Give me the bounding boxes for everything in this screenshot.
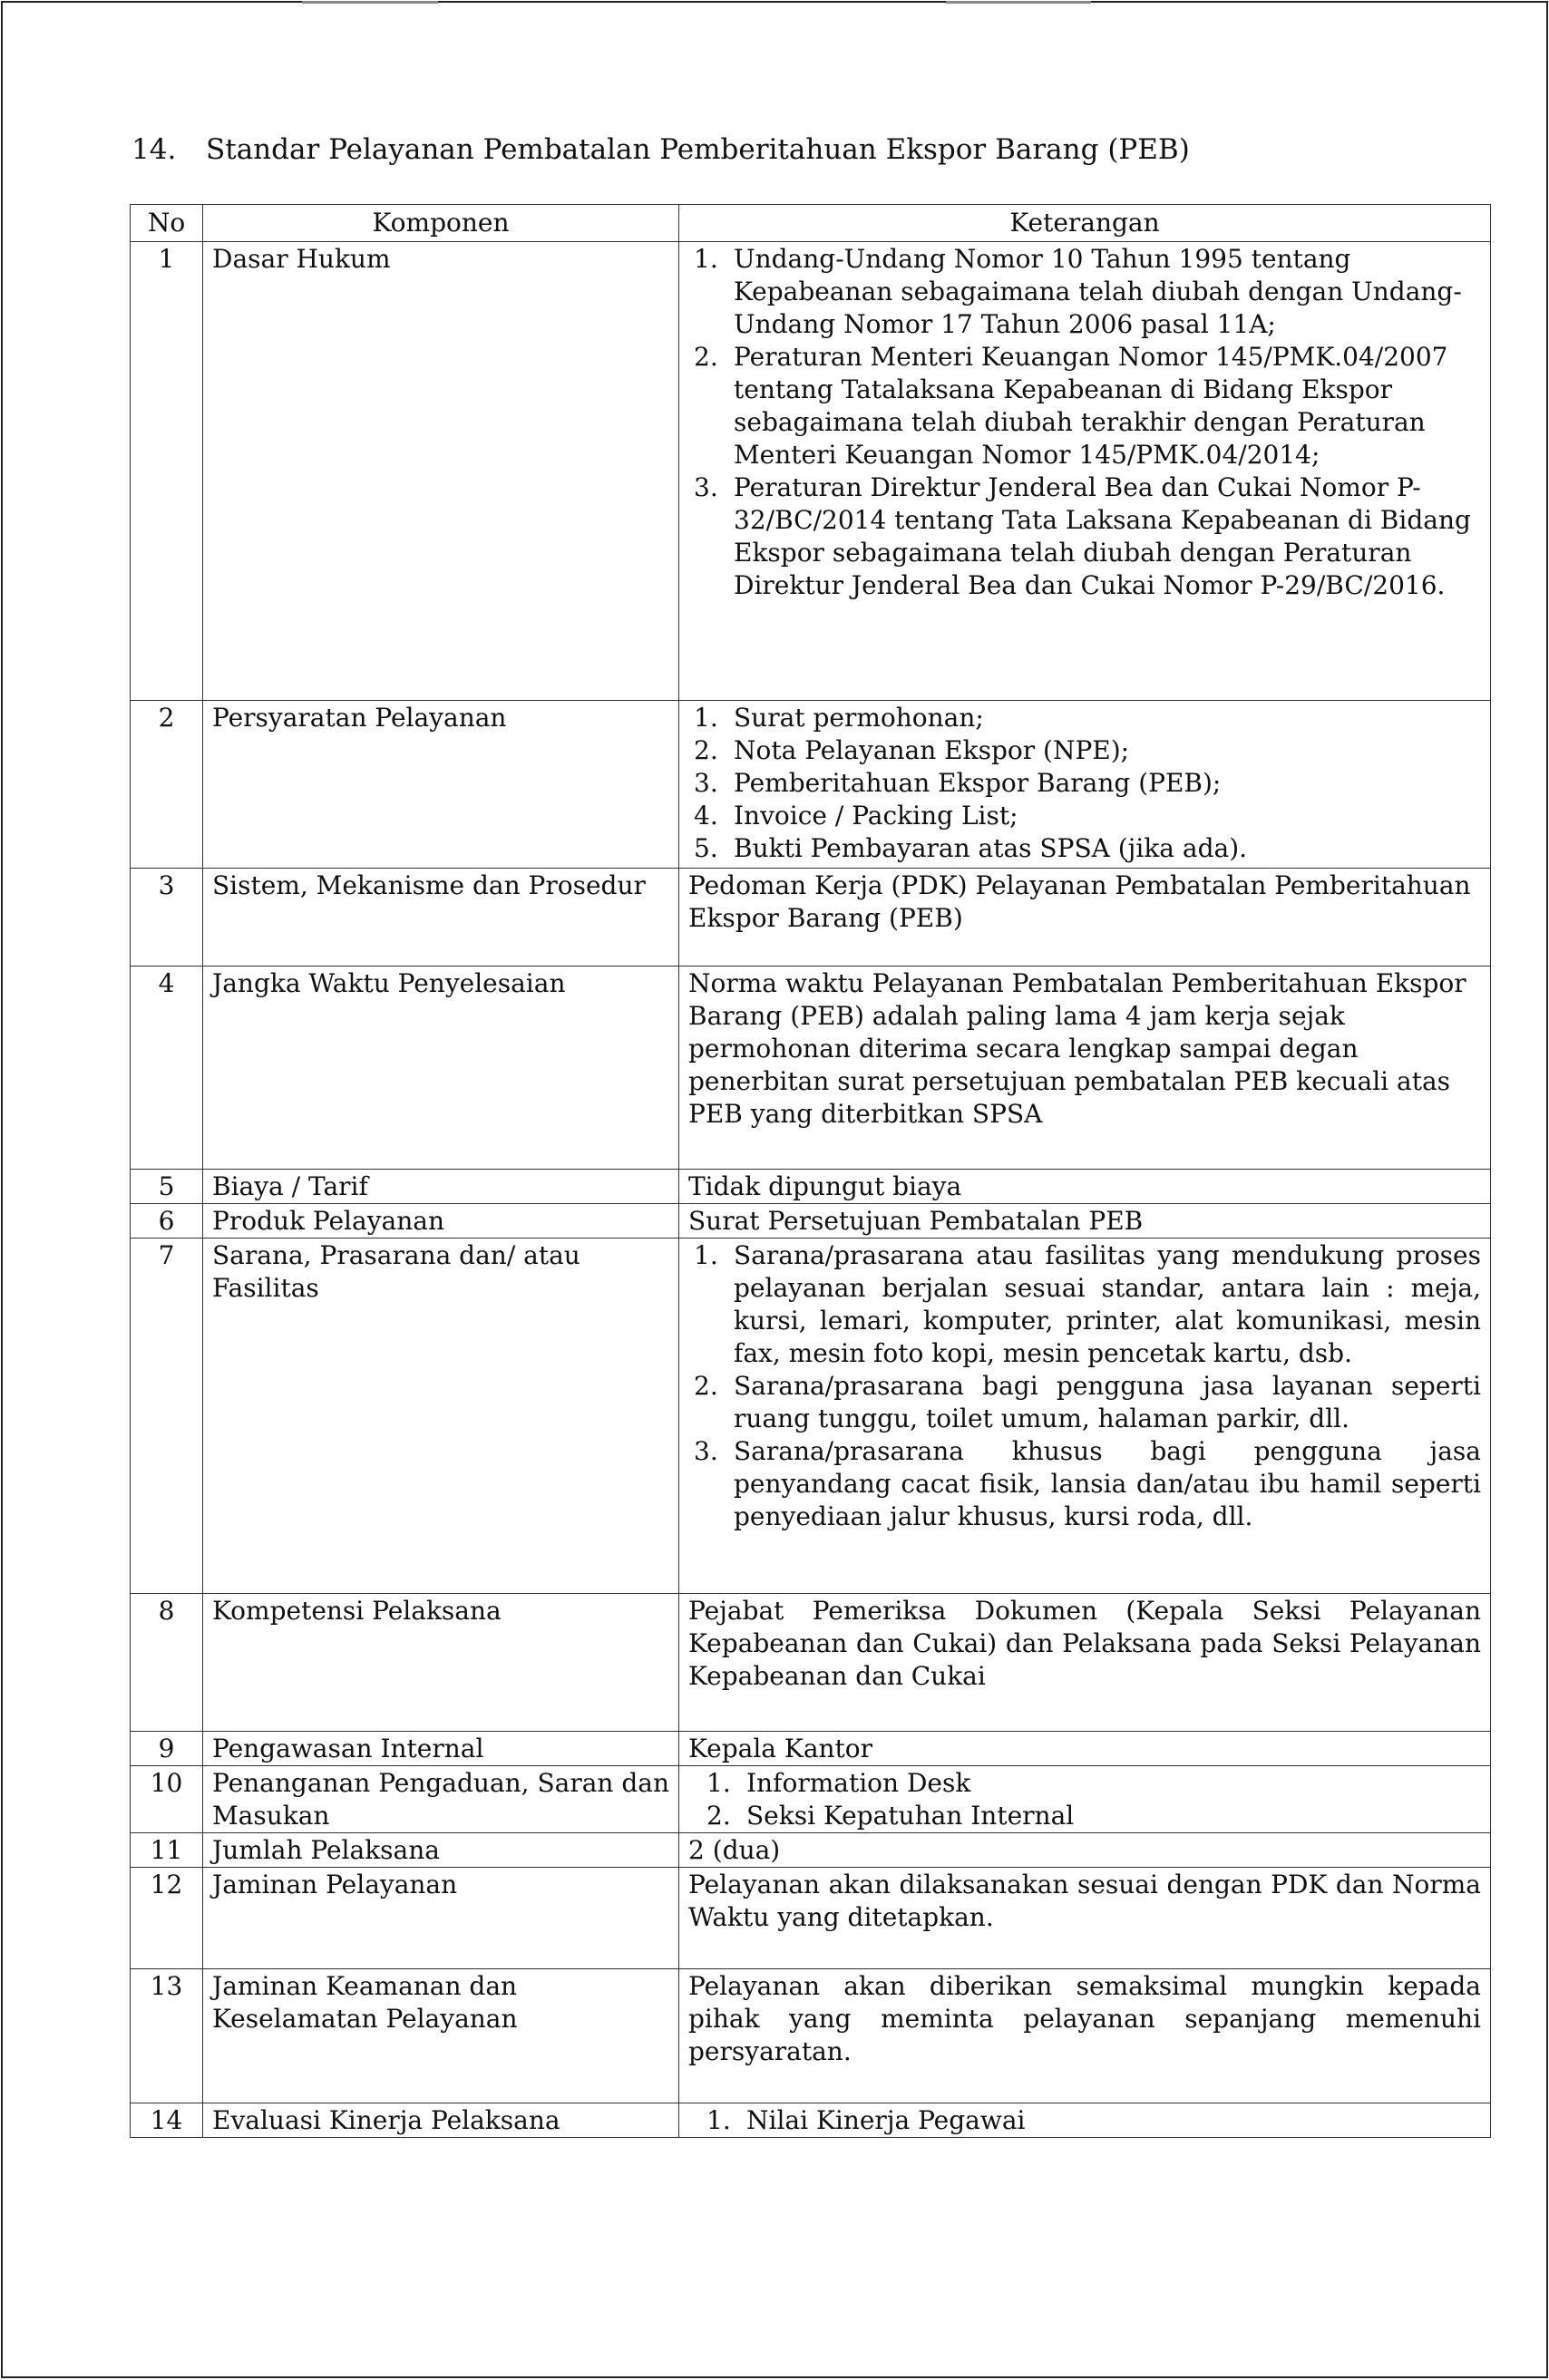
row-keterangan: Surat Persetujuan Pembatalan PEB (679, 1204, 1491, 1239)
numbered-list (688, 1767, 1481, 1832)
section-heading (132, 131, 1190, 168)
row-number: 5 (131, 1170, 203, 1204)
table-row (131, 967, 1491, 1170)
row-number: 4 (131, 967, 203, 1170)
row-keterangan: Tidak dipungut biaya (679, 1170, 1491, 1204)
row-number: 13 (131, 1969, 203, 2103)
table-row (131, 1766, 1491, 1833)
list-item: 3. Pemberitahuan Ekspor Barang (PEB); (694, 768, 1222, 798)
row-keterangan: Pelayanan akan diberikan semaksimal mungkin kepada pihak yang meminta pelayanan sepanjang memenuhi persyaratan. (679, 1969, 1491, 2103)
row-number: 11 (131, 1833, 203, 1868)
numbered-list (688, 243, 1481, 602)
table-row (131, 2103, 1491, 2138)
row-komponen: Sarana, Prasarana dan/ atau Fasilitas (203, 1239, 679, 1594)
row-number: 8 (131, 1594, 203, 1732)
row-number: 12 (131, 1868, 203, 1969)
table-row (131, 1204, 1491, 1239)
table-row (131, 1833, 1491, 1868)
row-keterangan: Pedoman Kerja (PDK) Pelayanan Pembatalan Pemberitahuan Ekspor Barang (PEB) (679, 869, 1491, 967)
scan-artifact-line (946, 1, 1091, 4)
row-keterangan: Norma waktu Pelayanan Pembatalan Pemberitahuan Ekspor Barang (PEB) adalah paling lama 4 jam kerja sejak permohonan diterima secara lengkap sampai degan penerbitan surat persetujuan pembatalan PEB kecuali atas PEB yang diterbitkan SPSA (679, 967, 1491, 1170)
row-keterangan: Kepala Kantor (679, 1732, 1491, 1766)
row-number: 10 (131, 1766, 203, 1833)
section-title: Standar Pelayanan Pembatalan Pemberitahuan Ekspor Barang (PEB) (206, 133, 1190, 166)
row-keterangan: 2 (dua) (679, 1833, 1491, 1868)
numbered-list (688, 1239, 1481, 1533)
table-row (131, 1239, 1491, 1594)
row-komponen: Produk Pelayanan (203, 1204, 679, 1239)
header-komponen: Komponen (203, 205, 679, 242)
list-item: 2. Sarana/prasarana bagi pengguna jasa layanan seperti ruang tunggu, toilet umum, halaman parkir, dll. (694, 1371, 1481, 1433)
row-komponen: Jangka Waktu Penyelesaian (203, 967, 679, 1170)
row-keterangan (679, 701, 1491, 869)
row-keterangan (679, 242, 1491, 701)
row-komponen: Kompetensi Pelaksana (203, 1594, 679, 1732)
row-keterangan (679, 1239, 1491, 1594)
table-header-row (131, 205, 1491, 242)
list-item: 2. Seksi Kepatuhan Internal (706, 1801, 1075, 1831)
list-item: 2. Nota Pelayanan Ekspor (NPE); (694, 735, 1130, 765)
row-number: 6 (131, 1204, 203, 1239)
document-page (1, 1, 1548, 2378)
row-komponen: Jaminan Pelayanan (203, 1868, 679, 1969)
header-no: No (131, 205, 203, 242)
table-row (131, 1732, 1491, 1766)
table-row (131, 1868, 1491, 1969)
list-item: 1. Undang-Undang Nomor 10 Tahun 1995 tentang Kepabeanan sebagaimana telah diubah dengan Undang-Undang Nomor 17 Tahun 2006 pasal 11A; (694, 244, 1462, 339)
table-row (131, 701, 1491, 869)
row-number: 7 (131, 1239, 203, 1594)
list-item: 1. Information Desk (706, 1768, 971, 1798)
row-komponen: Jaminan Keamanan dan Keselamatan Pelayanan (203, 1969, 679, 2103)
table-row (131, 869, 1491, 967)
list-item: 4. Invoice / Packing List; (694, 801, 1018, 831)
row-number: 3 (131, 869, 203, 967)
row-keterangan (679, 2103, 1491, 2138)
row-number: 1 (131, 242, 203, 701)
table-row (131, 1594, 1491, 1732)
section-number: 14. (132, 133, 177, 166)
row-number: 9 (131, 1732, 203, 1766)
list-item: 1. Sarana/prasarana atau fasilitas yang mendukung proses pelayanan berjalan sesuai standar, antara lain : meja, kursi, lemari, komputer, printer, alat komunikasi, mesin fax, mesin foto kopi, mesin pencetak kartu, dsb. (694, 1240, 1481, 1368)
row-komponen: Pengawasan Internal (203, 1732, 679, 1766)
row-komponen: Evaluasi Kinerja Pelaksana (203, 2103, 679, 2138)
table-row (131, 1170, 1491, 1204)
row-keterangan: Pejabat Pemeriksa Dokumen (Kepala Seksi Pelayanan Kepabeanan dan Cukai) dan Pelaksana pada Seksi Pelayanan Kepabeanan dan Cukai (679, 1594, 1491, 1732)
list-item: 1. Nilai Kinerja Pegawai (706, 2105, 1026, 2135)
list-item: 2. Peraturan Menteri Keuangan Nomor 145/PMK.04/2007 tentang Tatalaksana Kepabeanan di Bidang Ekspor sebagaimana telah diubah terakhir dengan Peraturan Menteri Keuangan Nomor 145/PMK.04/2014; (694, 342, 1448, 470)
numbered-list (688, 2104, 1481, 2137)
row-keterangan (679, 1766, 1491, 1833)
standard-service-table (130, 204, 1491, 2138)
scan-artifact-line (302, 1, 438, 4)
row-komponen: Biaya / Tarif (203, 1170, 679, 1204)
row-komponen: Sistem, Mekanisme dan Prosedur (203, 869, 679, 967)
row-komponen: Jumlah Pelaksana (203, 1833, 679, 1868)
numbered-list (688, 702, 1481, 865)
row-komponen: Penanganan Pengaduan, Saran dan Masukan (203, 1766, 679, 1833)
row-komponen: Dasar Hukum (203, 242, 679, 701)
list-item: 5. Bukti Pembayaran atas SPSA (jika ada). (694, 833, 1248, 863)
row-number: 2 (131, 701, 203, 869)
row-komponen: Persyaratan Pelayanan (203, 701, 679, 869)
list-item: 1. Surat permohonan; (694, 703, 984, 733)
table-row (131, 242, 1491, 701)
header-keterangan: Keterangan (679, 205, 1491, 242)
row-number: 14 (131, 2103, 203, 2138)
list-item: 3. Peraturan Direktur Jenderal Bea dan Cukai Nomor P-32/BC/2014 tentang Tata Laksana Kepabeanan di Bidang Ekspor sebagaimana telah diubah dengan Peraturan Direktur Jenderal Bea dan Cukai Nomor P-29/BC/2016. (694, 472, 1471, 600)
list-item: 3. Sarana/prasarana khusus bagi pengguna jasa penyandang cacat fisik, lansia dan/atau ibu hamil seperti penyediaan jalur khusus, kursi roda, dll. (694, 1436, 1481, 1531)
table-row (131, 1969, 1491, 2103)
row-keterangan: Pelayanan akan dilaksanakan sesuai dengan PDK dan Norma Waktu yang ditetapkan. (679, 1868, 1491, 1969)
